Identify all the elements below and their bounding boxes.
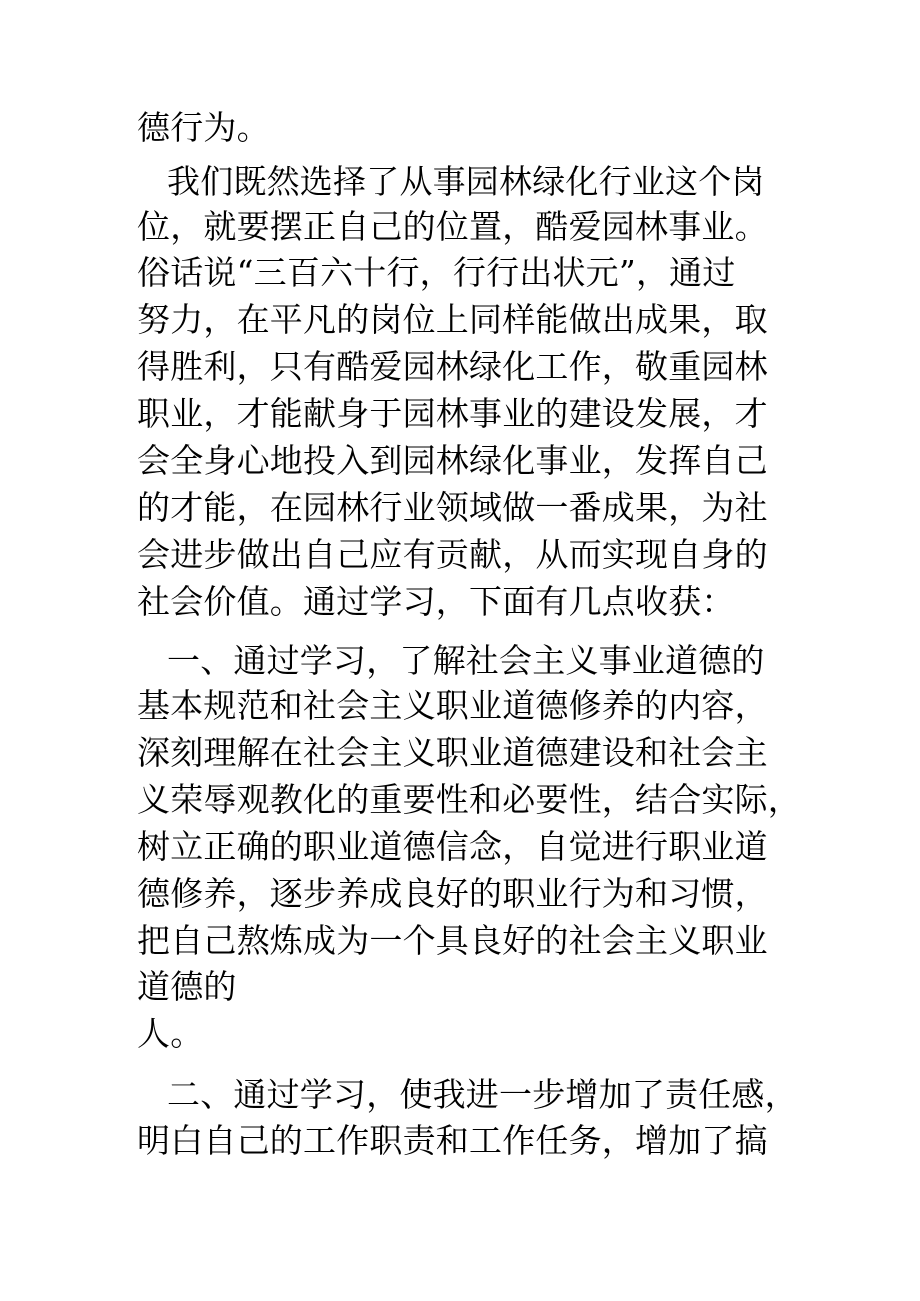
text-line: 德修养，逐步养成良好的职业行为和习惯，	[137, 874, 768, 913]
paragraph-start-line: 我们既然选择了从事园林绿化行业这个岗	[167, 162, 765, 201]
text-line: 的才能，在园林行业领域做一番成果，为社	[137, 488, 768, 527]
text-line: 位，就要摆正自己的位置，酷爱园林事业。	[137, 207, 768, 246]
text-line: 树立正确的职业道德信念，自觉进行职业道	[137, 827, 768, 866]
text-line: 职业，才能献身于园林事业的建设发展，才	[137, 394, 768, 433]
text-line: 把自己熬炼成为一个具良好的社会主义职业	[137, 921, 768, 960]
text-line: 努力，在平凡的岗位上同样能做出成果，取	[137, 300, 768, 339]
text-line: 德行为。	[137, 108, 270, 147]
text-line: 会进步做出自己应有贡献，从而实现自身的	[137, 535, 768, 574]
text-line: 义荣辱观教化的重要性和必要性，结合实际，	[137, 780, 801, 819]
text-line: 明白自己的工作职责和工作任务，增加了搞	[137, 1121, 768, 1160]
paragraph-start-line: 一、通过学习，了解社会主义事业道德的	[167, 641, 765, 680]
text-line: 人。	[137, 1014, 204, 1053]
paragraph-start-line: 二、通过学习，使我进一步增加了责任感，	[167, 1075, 798, 1114]
text-line: 俗话说“三百六十行，行行出状元”，通过	[137, 253, 736, 292]
text-line: 得胜利，只有酷爱园林绿化工作，敬重园林	[137, 347, 768, 386]
text-line: 道德的	[137, 967, 237, 1006]
text-line: 深刻理解在社会主义职业道德建设和社会主	[137, 733, 768, 772]
text-line: 会全身心地投入到园林绿化事业，发挥自己	[137, 441, 768, 480]
text-line: 基本规范和社会主义职业道德修养的内容，	[137, 686, 768, 725]
text-line: 社会价值。通过学习，下面有几点收获：	[137, 582, 735, 621]
